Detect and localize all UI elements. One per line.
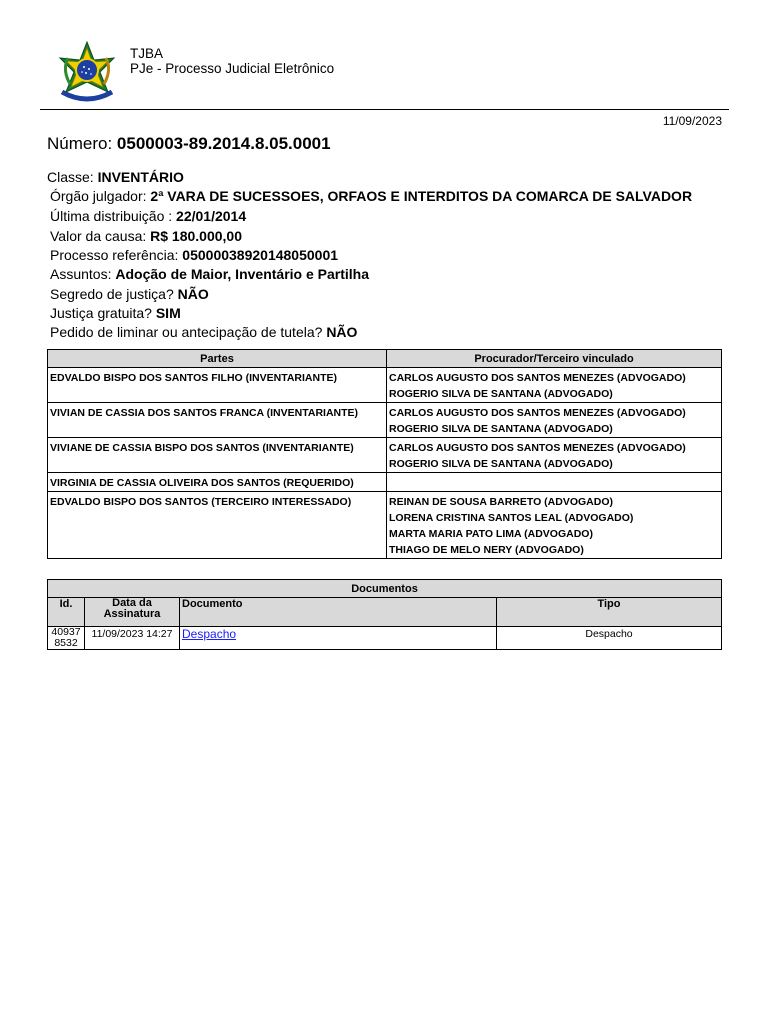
table-row	[48, 438, 722, 473]
orgao-value: 2ª VARA DE SUCESSOES, ORFAOS E INTERDITOS DA COMARCA DE SALVADOR	[150, 188, 693, 204]
distribuicao-label: Última distribuição :	[50, 208, 173, 224]
gratuita-label: Justiça gratuita?	[50, 305, 152, 321]
parte-cell: VIRGINIA DE CASSIA OLIVEIRA DOS SANTOS (REQUERIDO)	[48, 473, 387, 492]
orgao-line	[50, 188, 692, 204]
data-header: Data da Assinatura	[85, 598, 180, 627]
classe-line	[47, 169, 184, 185]
table-row	[48, 627, 722, 650]
procurador-item: MARTA MARIA PATO LIMA (ADVOGADO)	[389, 528, 593, 540]
brazil-coat-of-arms-icon	[54, 40, 120, 108]
classe-label: Classe:	[47, 169, 94, 185]
table-row	[48, 403, 722, 438]
procurador-cell	[387, 492, 722, 559]
distribuicao-value: 22/01/2014	[176, 208, 247, 224]
tipo-header: Tipo	[497, 598, 722, 627]
referencia-value: 05000038920148050001	[182, 247, 339, 263]
liminar-value: NÃO	[326, 324, 358, 340]
documento-header: Documento	[180, 598, 497, 627]
procurador-item: LORENA CRISTINA SANTOS LEAL (ADVOGADO)	[389, 512, 634, 524]
procurador-item: CARLOS AUGUSTO DOS SANTOS MENEZES (ADVOGADO)	[389, 372, 686, 384]
court-name: TJBA	[130, 46, 164, 61]
id-header: Id.	[48, 598, 85, 627]
procurador-item: THIAGO DE MELO NERY (ADVOGADO)	[389, 544, 584, 556]
numero-value: 0500003-89.2014.8.05.0001	[116, 134, 331, 153]
valor-line	[50, 228, 242, 244]
procurador-header: Procurador/Terceiro vinculado	[387, 350, 722, 368]
distribuicao-line	[50, 208, 246, 224]
liminar-label: Pedido de liminar ou antecipação de tutela?	[50, 324, 323, 340]
procurador-cell	[387, 368, 722, 403]
gratuita-line	[50, 305, 181, 321]
segredo-label: Segredo de justiça?	[50, 286, 174, 302]
process-number	[47, 134, 331, 154]
procurador-item: CARLOS AUGUSTO DOS SANTOS MENEZES (ADVOGADO)	[389, 407, 686, 419]
valor-value: R$ 180.000,00	[150, 228, 242, 244]
referencia-label: Processo referência:	[50, 247, 179, 263]
segredo-value: NÃO	[177, 286, 209, 302]
procurador-item: ROGERIO SILVA DE SANTANA (ADVOGADO)	[389, 423, 613, 435]
classe-value: INVENTÁRIO	[97, 169, 184, 185]
header-divider	[40, 109, 729, 110]
doc-type-cell: Despacho	[497, 627, 722, 650]
parte-cell: VIVIANE DE CASSIA BISPO DOS SANTOS (INVENTARIANTE)	[48, 438, 387, 473]
table-row	[48, 368, 722, 403]
procurador-item: CARLOS AUGUSTO DOS SANTOS MENEZES (ADVOGADO)	[389, 442, 686, 454]
procurador-item: ROGERIO SILVA DE SANTANA (ADVOGADO)	[389, 458, 613, 470]
valor-label: Valor da causa:	[50, 228, 147, 244]
table-row	[48, 492, 722, 559]
system-name: PJe - Processo Judicial Eletrônico	[130, 61, 335, 76]
documentos-table	[47, 579, 722, 650]
liminar-line	[50, 324, 357, 340]
partes-header-row	[48, 350, 722, 368]
parte-cell: EDVALDO BISPO DOS SANTOS (TERCEIRO INTERESSADO)	[48, 492, 387, 559]
assuntos-value: Adoção de Maior, Inventário e Partilha	[115, 266, 369, 282]
numero-label: Número:	[47, 134, 113, 153]
despacho-link[interactable]: Despacho	[182, 627, 237, 641]
partes-table	[47, 349, 722, 559]
documentos-title-row	[48, 580, 722, 598]
documentos-title: Documentos	[48, 580, 722, 598]
assuntos-line	[50, 266, 369, 282]
parte-cell: VIVIAN DE CASSIA DOS SANTOS FRANCA (INVENTARIANTE)	[48, 403, 387, 438]
doc-document-cell	[180, 627, 497, 650]
documentos-header-row	[48, 598, 722, 627]
gratuita-value: SIM	[155, 305, 181, 321]
procurador-item: ROGERIO SILVA DE SANTANA (ADVOGADO)	[389, 388, 613, 400]
assuntos-label: Assuntos:	[50, 266, 112, 282]
procurador-item: REINAN DE SOUSA BARRETO (ADVOGADO)	[389, 496, 614, 508]
segredo-line	[50, 286, 209, 302]
doc-id-cell: 409378532	[48, 627, 85, 650]
partes-header: Partes	[48, 350, 387, 368]
orgao-label: Órgão julgador:	[50, 188, 147, 204]
procurador-cell	[387, 403, 722, 438]
procurador-cell	[387, 438, 722, 473]
parte-cell: EDVALDO BISPO DOS SANTOS FILHO (INVENTARIANTE)	[48, 368, 387, 403]
document-date: 11/09/2023	[662, 114, 722, 128]
doc-date-cell: 11/09/2023 14:27	[85, 627, 180, 650]
procurador-cell	[387, 473, 722, 492]
referencia-line	[50, 247, 338, 263]
table-row	[48, 473, 722, 492]
